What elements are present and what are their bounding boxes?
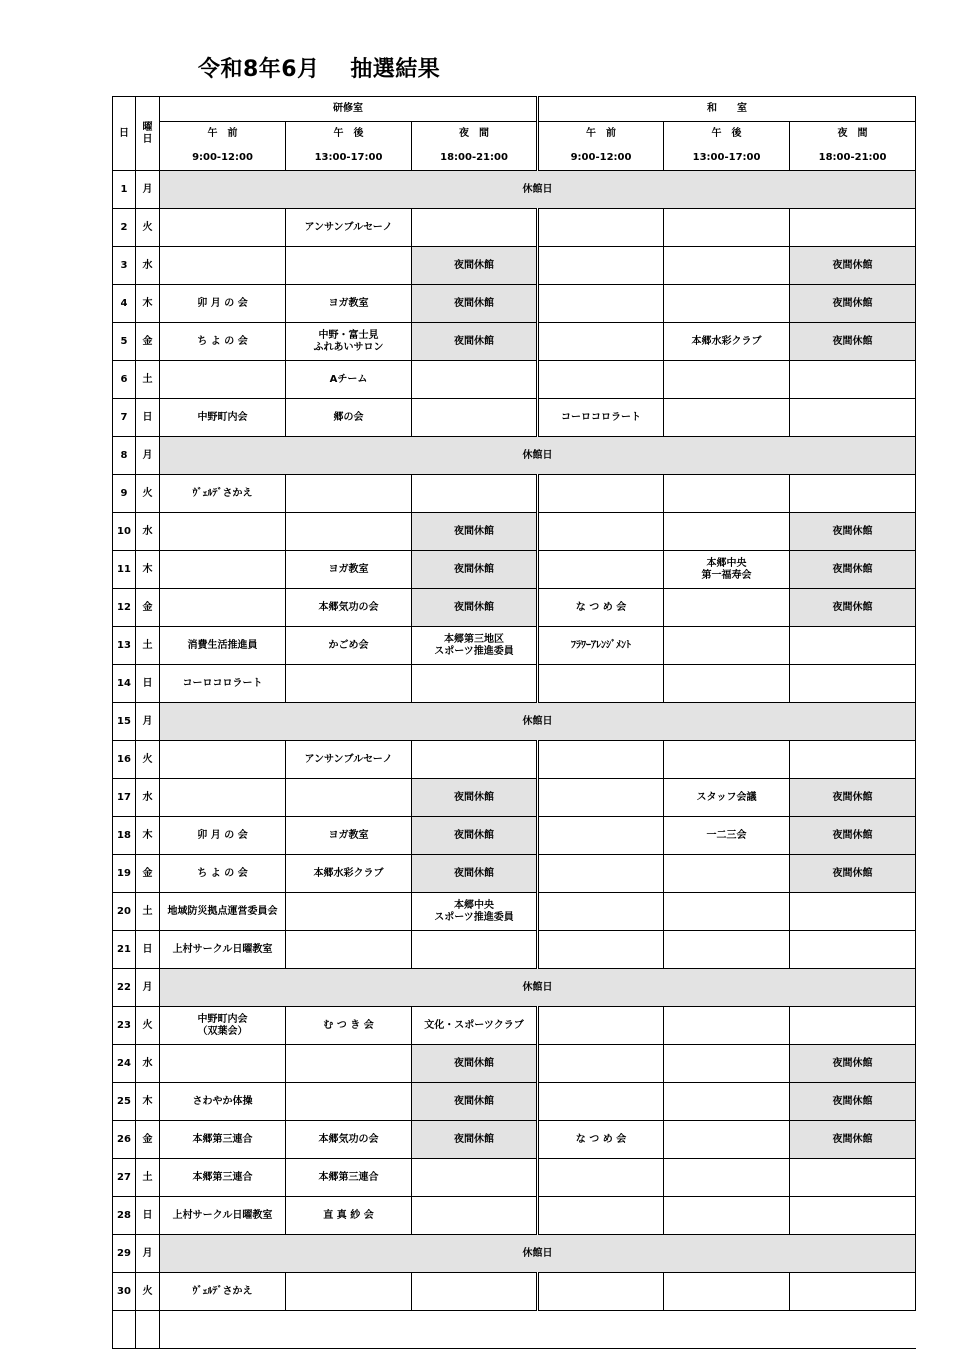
booking-cell: [664, 1007, 790, 1045]
booking-cell: [538, 361, 664, 399]
day-number: 27: [113, 1159, 136, 1197]
day-number: 29: [113, 1235, 136, 1273]
booking-cell: 本郷気功の会: [286, 589, 412, 627]
booking-cell: [538, 1045, 664, 1083]
booking-cell: [790, 361, 916, 399]
booking-cell: [538, 855, 664, 893]
day-number: 19: [113, 855, 136, 893]
booking-cell: 地域防災拠点運営委員会: [160, 893, 286, 931]
day-of-week: 火: [136, 1007, 160, 1045]
night-closed-cell: 夜間休館: [412, 551, 538, 589]
booking-cell: [664, 1273, 790, 1311]
booking-cell: コーロコロラート: [160, 665, 286, 703]
table-row: [113, 475, 916, 513]
table-row: [113, 247, 916, 285]
night-closed-cell: 夜間休館: [790, 285, 916, 323]
booking-cell: [790, 627, 916, 665]
day-number: 11: [113, 551, 136, 589]
booking-cell: [664, 1045, 790, 1083]
booking-cell: ヨガ教室: [286, 817, 412, 855]
booking-cell: [664, 247, 790, 285]
day-number: 1: [113, 171, 136, 209]
night-closed-cell: 夜間休館: [790, 779, 916, 817]
day-number: 16: [113, 741, 136, 779]
booking-cell: [664, 285, 790, 323]
day-number: 9: [113, 475, 136, 513]
booking-cell: 本郷中央 スポーツ推進委員: [412, 893, 538, 931]
table-row: [113, 323, 916, 361]
table-row: [113, 171, 916, 209]
day-of-week: 日: [136, 665, 160, 703]
booking-cell: [538, 247, 664, 285]
booking-cell: [664, 209, 790, 247]
night-closed-cell: 夜間休館: [412, 817, 538, 855]
day-number: 24: [113, 1045, 136, 1083]
booking-cell: [160, 741, 286, 779]
booking-cell: [664, 1121, 790, 1159]
empty-cell: [136, 1311, 160, 1349]
day-of-week: 日: [136, 399, 160, 437]
period-header-0: 午 前: [160, 122, 286, 147]
booking-cell: [538, 323, 664, 361]
booking-cell: [664, 513, 790, 551]
night-closed-cell: 夜間休館: [790, 1121, 916, 1159]
day-of-week: 水: [136, 247, 160, 285]
booking-cell: [664, 741, 790, 779]
day-of-week: 月: [136, 703, 160, 741]
table-row: [113, 741, 916, 779]
closed-day-cell: 休館日: [160, 969, 916, 1007]
day-of-week: 月: [136, 1235, 160, 1273]
day-of-week: 土: [136, 1159, 160, 1197]
booking-cell: [664, 665, 790, 703]
booking-cell: ﾌﾗﾜｰｱﾚﾝｼﾞﾒﾝﾄ: [538, 627, 664, 665]
booking-cell: アンサンブルセーノ: [286, 209, 412, 247]
day-of-week: 火: [136, 1273, 160, 1311]
booking-cell: [286, 665, 412, 703]
night-closed-cell: 夜間休館: [412, 779, 538, 817]
period-header-1: 午 後: [286, 122, 412, 147]
booking-cell: [664, 627, 790, 665]
empty-cell: [160, 1311, 916, 1349]
booking-cell: [412, 209, 538, 247]
room1-header: 研修室: [160, 97, 538, 122]
table-row: [113, 1045, 916, 1083]
night-closed-cell: 夜間休館: [412, 247, 538, 285]
booking-cell: [538, 1007, 664, 1045]
table-row: [113, 931, 916, 969]
booking-cell: [538, 931, 664, 969]
day-of-week: 水: [136, 779, 160, 817]
booking-cell: [790, 209, 916, 247]
booking-cell: [790, 741, 916, 779]
booking-cell: [286, 513, 412, 551]
booking-cell: 中野町内会: [160, 399, 286, 437]
booking-cell: 本郷気功の会: [286, 1121, 412, 1159]
table-row: [113, 1159, 916, 1197]
night-closed-cell: 夜間休館: [790, 323, 916, 361]
booking-cell: [160, 589, 286, 627]
table-row: [113, 1235, 916, 1273]
booking-cell: [412, 741, 538, 779]
day-header: 日: [113, 97, 136, 171]
day-number: 18: [113, 817, 136, 855]
closed-day-cell: 休館日: [160, 171, 916, 209]
day-number: 13: [113, 627, 136, 665]
period-header-4: 午 後: [664, 122, 790, 147]
booking-cell: [538, 1083, 664, 1121]
booking-cell: 郷の会: [286, 399, 412, 437]
day-number: 10: [113, 513, 136, 551]
night-closed-cell: 夜間休館: [412, 323, 538, 361]
booking-cell: [664, 475, 790, 513]
day-number: 21: [113, 931, 136, 969]
night-closed-cell: 夜間休館: [790, 817, 916, 855]
table-row: [113, 703, 916, 741]
table-row: [113, 437, 916, 475]
booking-cell: アンサンブルセーノ: [286, 741, 412, 779]
day-number: 3: [113, 247, 136, 285]
booking-cell: ｳﾞｪﾙﾃﾞさかえ: [160, 475, 286, 513]
booking-cell: [664, 399, 790, 437]
day-number: 17: [113, 779, 136, 817]
page-title: 令和8年6月 抽選結果: [198, 57, 441, 82]
day-number: 28: [113, 1197, 136, 1235]
booking-cell: [790, 893, 916, 931]
day-number: 7: [113, 399, 136, 437]
booking-cell: 中野町内会 （双葉会）: [160, 1007, 286, 1045]
booking-cell: 本郷第三連合: [160, 1159, 286, 1197]
night-closed-cell: 夜間休館: [790, 551, 916, 589]
booking-cell: 消費生活推進員: [160, 627, 286, 665]
table-row: [113, 665, 916, 703]
dow-header: 曜 日: [136, 97, 160, 171]
night-closed-cell: 夜間休館: [790, 589, 916, 627]
day-number: 2: [113, 209, 136, 247]
day-of-week: 火: [136, 475, 160, 513]
booking-cell: [412, 1197, 538, 1235]
day-number: 23: [113, 1007, 136, 1045]
booking-cell: [286, 931, 412, 969]
booking-cell: コーロコロラート: [538, 399, 664, 437]
booking-cell: [160, 551, 286, 589]
booking-cell: [538, 779, 664, 817]
night-closed-cell: 夜間休館: [790, 855, 916, 893]
day-of-week: 土: [136, 361, 160, 399]
day-number: 6: [113, 361, 136, 399]
header-row-rooms: [113, 97, 916, 122]
booking-cell: [790, 399, 916, 437]
booking-cell: [538, 209, 664, 247]
booking-cell: さわやか体操: [160, 1083, 286, 1121]
booking-cell: な つ め 会: [538, 1121, 664, 1159]
day-of-week: 日: [136, 931, 160, 969]
day-of-week: 金: [136, 1121, 160, 1159]
booking-cell: [790, 931, 916, 969]
night-closed-cell: 夜間休館: [412, 589, 538, 627]
booking-cell: [538, 1197, 664, 1235]
booking-cell: 本郷第三連合: [160, 1121, 286, 1159]
booking-cell: む つ き 会: [286, 1007, 412, 1045]
booking-cell: [160, 779, 286, 817]
booking-cell: 本郷第三地区 スポーツ推進委員: [412, 627, 538, 665]
booking-cell: 本郷中央 第一福寿会: [664, 551, 790, 589]
day-of-week: 土: [136, 893, 160, 931]
table-row: [113, 893, 916, 931]
day-number: 20: [113, 893, 136, 931]
booking-cell: [412, 665, 538, 703]
booking-cell: [286, 893, 412, 931]
booking-cell: ヨガ教室: [286, 551, 412, 589]
day-of-week: 水: [136, 513, 160, 551]
night-closed-cell: 夜間休館: [412, 285, 538, 323]
day-of-week: 金: [136, 323, 160, 361]
night-closed-cell: 夜間休館: [412, 1121, 538, 1159]
booking-cell: [664, 893, 790, 931]
booking-cell: [790, 1159, 916, 1197]
booking-cell: [286, 1083, 412, 1121]
booking-cell: 上村サークル日曜教室: [160, 1197, 286, 1235]
time-header-0: 9:00-12:00: [160, 146, 286, 171]
day-number: 4: [113, 285, 136, 323]
booking-cell: 文化・スポーツクラブ: [412, 1007, 538, 1045]
booking-cell: [412, 1273, 538, 1311]
night-closed-cell: 夜間休館: [790, 247, 916, 285]
day-of-week: 金: [136, 855, 160, 893]
table-row: [113, 513, 916, 551]
booking-cell: スタッフ会議: [664, 779, 790, 817]
table-row: [113, 285, 916, 323]
day-of-week: 火: [136, 209, 160, 247]
table-row: [113, 627, 916, 665]
day-number: 12: [113, 589, 136, 627]
booking-cell: 一二三会: [664, 817, 790, 855]
booking-cell: [790, 1007, 916, 1045]
day-number: 26: [113, 1121, 136, 1159]
table-row: [113, 589, 916, 627]
day-number: 14: [113, 665, 136, 703]
period-header-3: 午 前: [538, 122, 664, 147]
booking-cell: [664, 1197, 790, 1235]
booking-cell: [160, 361, 286, 399]
booking-cell: 本郷水彩クラブ: [286, 855, 412, 893]
booking-cell: 本郷水彩クラブ: [664, 323, 790, 361]
table-row: [113, 1273, 916, 1311]
booking-cell: [160, 513, 286, 551]
day-of-week: 月: [136, 969, 160, 1007]
closed-day-cell: 休館日: [160, 1235, 916, 1273]
booking-cell: [790, 475, 916, 513]
day-of-week: 土: [136, 627, 160, 665]
night-closed-cell: 夜間休館: [790, 513, 916, 551]
booking-cell: [790, 1197, 916, 1235]
night-closed-cell: 夜間休館: [790, 1045, 916, 1083]
day-of-week: 木: [136, 285, 160, 323]
table-row: [113, 969, 916, 1007]
day-number: 15: [113, 703, 136, 741]
booking-cell: 卯 月 の 会: [160, 817, 286, 855]
day-number: 22: [113, 969, 136, 1007]
booking-cell: ｳﾞｪﾙﾃﾞさかえ: [160, 1273, 286, 1311]
booking-cell: [790, 1273, 916, 1311]
time-header-1: 13:00-17:00: [286, 146, 412, 171]
empty-cell: [113, 1311, 136, 1349]
booking-cell: [664, 931, 790, 969]
booking-cell: [790, 665, 916, 703]
table-row: [113, 551, 916, 589]
night-closed-cell: 夜間休館: [412, 1045, 538, 1083]
booking-cell: Aチーム: [286, 361, 412, 399]
schedule-table: [112, 96, 916, 1349]
period-header-5: 夜 間: [790, 122, 916, 147]
booking-cell: [664, 1159, 790, 1197]
booking-cell: [538, 665, 664, 703]
booking-cell: [286, 475, 412, 513]
booking-cell: [538, 513, 664, 551]
booking-cell: ヨガ教室: [286, 285, 412, 323]
booking-cell: [412, 361, 538, 399]
booking-cell: [664, 361, 790, 399]
day-number: 30: [113, 1273, 136, 1311]
booking-cell: [664, 589, 790, 627]
day-of-week: 木: [136, 1083, 160, 1121]
day-number: 5: [113, 323, 136, 361]
table-row: [113, 399, 916, 437]
time-header-3: 9:00-12:00: [538, 146, 664, 171]
booking-cell: [664, 855, 790, 893]
table-row: [113, 1197, 916, 1235]
booking-cell: [412, 1159, 538, 1197]
booking-cell: [286, 1273, 412, 1311]
table-row: [113, 209, 916, 247]
day-of-week: 水: [136, 1045, 160, 1083]
time-header-4: 13:00-17:00: [664, 146, 790, 171]
booking-cell: 中野・富士見 ふれあいサロン: [286, 323, 412, 361]
table-row: [113, 1083, 916, 1121]
booking-cell: [538, 893, 664, 931]
table-row: [113, 817, 916, 855]
booking-cell: 上村サークル日曜教室: [160, 931, 286, 969]
day-of-week: 日: [136, 1197, 160, 1235]
day-of-week: 月: [136, 437, 160, 475]
day-of-week: 火: [136, 741, 160, 779]
booking-cell: な つ め 会: [538, 589, 664, 627]
booking-cell: 卯 月 の 会: [160, 285, 286, 323]
booking-cell: [412, 475, 538, 513]
booking-cell: [538, 285, 664, 323]
booking-cell: ち よ の 会: [160, 323, 286, 361]
booking-cell: [160, 209, 286, 247]
booking-cell: [664, 1083, 790, 1121]
booking-cell: ち よ の 会: [160, 855, 286, 893]
table-row: [113, 855, 916, 893]
table-row: [113, 779, 916, 817]
booking-cell: 本郷第三連合: [286, 1159, 412, 1197]
booking-cell: [538, 551, 664, 589]
day-of-week: 金: [136, 589, 160, 627]
booking-cell: 直 真 紗 会: [286, 1197, 412, 1235]
table-row: [113, 1121, 916, 1159]
booking-cell: [538, 817, 664, 855]
night-closed-cell: 夜間休館: [412, 513, 538, 551]
night-closed-cell: 夜間休館: [790, 1083, 916, 1121]
booking-cell: かごめ会: [286, 627, 412, 665]
booking-cell: [538, 1273, 664, 1311]
booking-cell: [160, 247, 286, 285]
booking-cell: [412, 931, 538, 969]
day-of-week: 月: [136, 171, 160, 209]
day-number: 8: [113, 437, 136, 475]
booking-cell: [160, 1045, 286, 1083]
time-header-2: 18:00-21:00: [412, 146, 538, 171]
booking-cell: [412, 399, 538, 437]
day-number: 25: [113, 1083, 136, 1121]
day-of-week: 木: [136, 817, 160, 855]
header-row-periods: [113, 122, 916, 147]
night-closed-cell: 夜間休館: [412, 1083, 538, 1121]
closed-day-cell: 休館日: [160, 703, 916, 741]
booking-cell: [286, 1045, 412, 1083]
period-header-2: 夜 間: [412, 122, 538, 147]
empty-row: [113, 1311, 916, 1349]
booking-cell: [286, 247, 412, 285]
booking-cell: [538, 741, 664, 779]
room2-header: 和 室: [538, 97, 916, 122]
booking-cell: [538, 1159, 664, 1197]
closed-day-cell: 休館日: [160, 437, 916, 475]
booking-cell: [538, 475, 664, 513]
header-row-times: [113, 146, 916, 171]
night-closed-cell: 夜間休館: [412, 855, 538, 893]
time-header-5: 18:00-21:00: [790, 146, 916, 171]
booking-cell: [286, 779, 412, 817]
table-row: [113, 361, 916, 399]
table-row: [113, 1007, 916, 1045]
day-of-week: 木: [136, 551, 160, 589]
